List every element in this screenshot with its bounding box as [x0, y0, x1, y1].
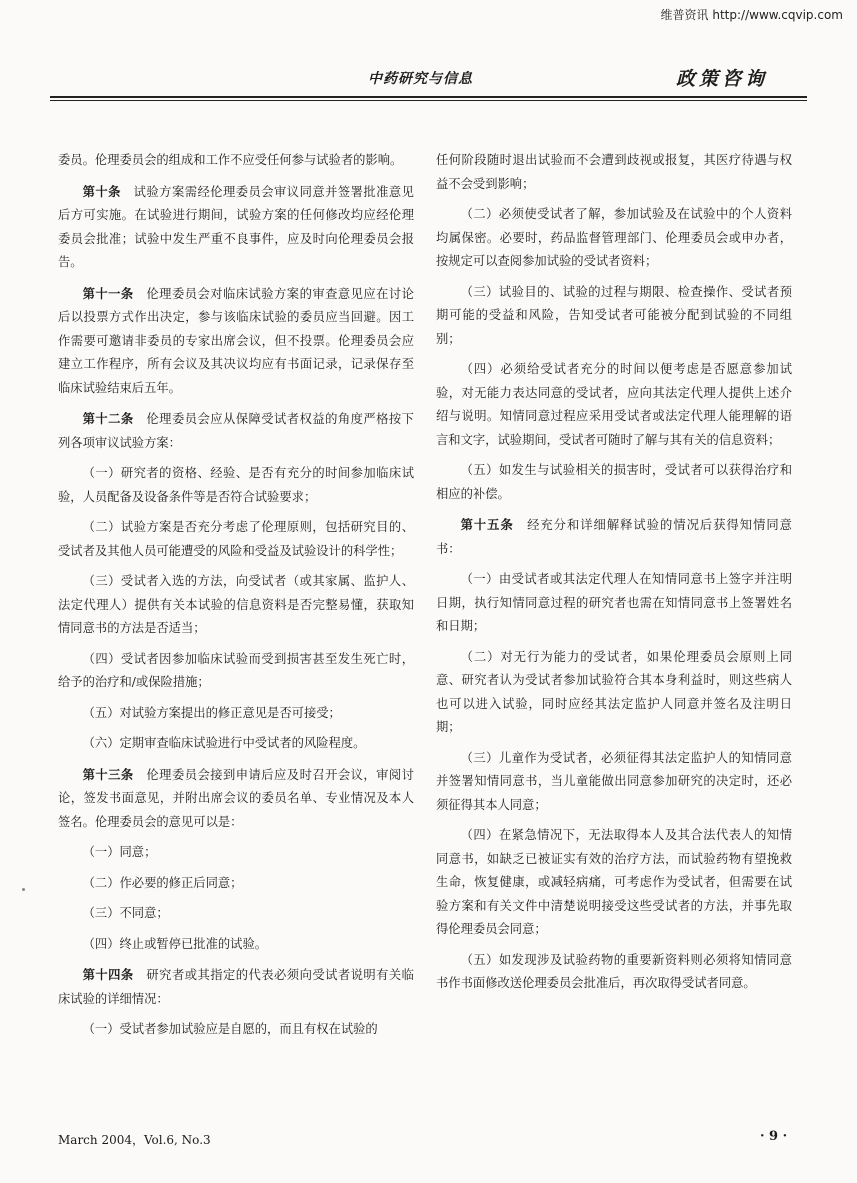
- paragraph-text: （六）定期审查临床试验进行中受试者的风险程度。: [82, 736, 366, 750]
- paragraph-text: （四）在紧急情况下，无法取得本人及其合法代表人的知情同意书，如缺乏已被证实有效的治疗方法，而试验药物有望挽救生命，恢复健康，或减轻病痛，可考虑作为受试者，但需要在试验方案和有关文件中清楚说明接受这些受试者的方法，并事先取得伦理委员会同意；: [436, 828, 792, 936]
- paragraph-text: （二）作必要的修正后同意；: [82, 875, 243, 890]
- paragraph-text: （三）受试者入选的方法，向受试者（或其家属、监护人、法定代理人）提供有关本试验的信息资料是否完整易懂，获取知情同意书的方法是否适当；: [58, 574, 414, 635]
- paragraph-text: 伦理委员会接到申请后应及时召开会议，审阅讨论，签发书面意见，并附出席会议的委员名单、专业情况及本人签名。伦理委员会的意见可以是：: [58, 767, 414, 829]
- paragraph: [436, 568, 792, 639]
- paragraph: [58, 841, 414, 865]
- paragraph: [58, 648, 414, 695]
- paragraph: [436, 646, 792, 740]
- article-number: 第十二条: [82, 411, 134, 426]
- article-number: 第十五条: [460, 517, 514, 532]
- paragraph-text: （一）研究者的资格、经验、是否有充分的时间参加临床试验，人员配备及设备条件等是否符合试验要求；: [58, 466, 414, 504]
- watermark: 维普资讯 http://www.cqvip.com: [660, 8, 843, 22]
- paragraph-text: （四）必须给受试者充分的时间以便考虑是否愿意参加试验，对无能力表达同意的受试者，应向其法定代理人提供上述介绍与说明。知情同意过程应采用受试者或法定代理人能理解的语言和文字，试验期间，受试者可随时了解与其有关的信息资料；: [436, 362, 792, 447]
- paragraph-text: （五）如发生与试验相关的损害时，受试者可以获得治疗和相应的补偿。: [436, 463, 792, 501]
- paragraph-text: （一）同意；: [82, 845, 157, 859]
- article-number: 第十三条: [82, 766, 134, 782]
- paragraph: [436, 747, 792, 818]
- paragraph-text: （五）对试验方案提出的修正意见是否可接受；: [82, 705, 341, 720]
- paragraph: [58, 282, 414, 401]
- paragraph: [436, 358, 792, 452]
- paragraph: [58, 516, 414, 563]
- header-rule: [50, 96, 807, 98]
- paragraph: [58, 702, 414, 726]
- paragraph: [436, 824, 792, 942]
- paragraph: [58, 763, 414, 835]
- paragraph: [436, 203, 792, 274]
- paragraph-text: （三）试验目的、试验的过程与期限、检查操作、受试者预期可能的受益和风险，告知受试者可能被分配到试验的不同组别；: [436, 284, 792, 346]
- right-column: [436, 149, 792, 1003]
- issue-info: March 2004，Vol.6, No.3: [58, 1133, 211, 1147]
- paragraph: [58, 1018, 414, 1042]
- paragraph: [436, 949, 792, 996]
- paragraph-text: （三）不同意；: [82, 906, 169, 920]
- paragraph-text: （二）必须使受试者了解，参加试验及在试验中的个人资料均属保密。必要时，药品监督管理部门、伦理委员会或申办者，按规定可以查阅参加试验的受试者资料；: [436, 207, 792, 268]
- paragraph: [436, 281, 792, 352]
- page-number: · 9 ·: [760, 1129, 788, 1144]
- paragraph: [58, 570, 414, 641]
- paragraph-text: （一）受试者参加试验应是自愿的，而且有权在试验的: [82, 1022, 378, 1036]
- paragraph: [58, 149, 414, 173]
- paragraph-text: 伦理委员会对临床试验方案的审查意见应在讨论后以投票方式作出决定，参与该临床试验的委员应当回避。因工作需要可邀请非委员的专家出席会议，但不投票。伦理委员会应建立工作程序，所有会议及其决议均应有书面记录，记录保存至临床试验结束后五年。: [58, 286, 414, 395]
- paragraph: [58, 963, 414, 1011]
- paragraph: [58, 180, 414, 275]
- header-rule-thin: [50, 100, 807, 101]
- paragraph: [58, 933, 414, 957]
- paragraph-text: （二）对无行为能力的受试者，如果伦理委员会原则上同意、研究者认为受试者参加试验符合其本身利益时，则这些病人也可以进入试验，同时应经其法定监护人同意并签名及注明日期；: [436, 649, 792, 734]
- paragraph-text: 任何阶段随时退出试验而不会遭到歧视或报复，其医疗待遇与权益不会受到影响；: [436, 153, 792, 191]
- paragraph: [436, 459, 792, 506]
- paragraph: [436, 513, 792, 561]
- paragraph: [58, 462, 414, 509]
- paragraph-text: （一）由受试者或其法定代理人在知情同意书上签字并注明日期，执行知情同意过程的研究者也需在知情同意书上签署姓名和日期；: [436, 572, 792, 633]
- paragraph-text: 伦理委员会应从保障受试者权益的角度严格按下列各项审议试验方案：: [58, 412, 414, 450]
- paragraph-text: （二）试验方案是否充分考虑了伦理原则，包括研究目的、受试者及其他人员可能遭受的风险和受益及试验设计的科学性；: [58, 520, 414, 558]
- paragraph-text: 研究者或其指定的代表必须向受试者说明有关临床试验的详细情况：: [58, 968, 414, 1006]
- paragraph-text: 试验方案需经伦理委员会审议同意并签署批准意见后方可实施。在试验进行期间，试验方案的任何修改均应经伦理委员会批准；试验中发生严重不良事件，应及时向伦理委员会报告。: [58, 184, 414, 269]
- paragraph-text: （三）儿童作为受试者，必须征得其法定监护人的知情同意并签署知情同意书，当儿童能做出同意参加研究的决定时，还必须征得其本人同意；: [436, 750, 792, 812]
- paragraph-text: 经充分和详细解释试验的情况后获得知情同意书：: [436, 518, 792, 556]
- paragraph: [58, 902, 414, 926]
- paragraph-text: 委员。伦理委员会的组成和工作不应受任何参与试验者的影响。: [58, 153, 403, 167]
- paragraph: [58, 732, 414, 756]
- article-number: 第十一条: [82, 285, 134, 301]
- section-title: 政策咨询: [676, 68, 769, 90]
- article-number: 第十四条: [82, 967, 134, 982]
- paragraph: [58, 872, 414, 896]
- journal-title: 中药研究与信息: [368, 71, 473, 87]
- paragraph: [436, 149, 792, 196]
- article-number: 第十条: [82, 183, 121, 199]
- paragraph: [58, 407, 414, 455]
- paragraph-text: （四）受试者因参加临床试验而受到损害甚至发生死亡时，给予的治疗和/或保险措施；: [58, 651, 414, 689]
- margin-mark: [22, 888, 25, 891]
- paragraph-text: （五）如发现涉及试验药物的重要新资料则必须将知情同意书作书面修改送伦理委员会批准后，再次取得受试者同意。: [436, 952, 792, 990]
- paragraph-text: （四）终止或暂停已批准的试验。: [82, 936, 268, 951]
- left-column: [58, 149, 414, 1049]
